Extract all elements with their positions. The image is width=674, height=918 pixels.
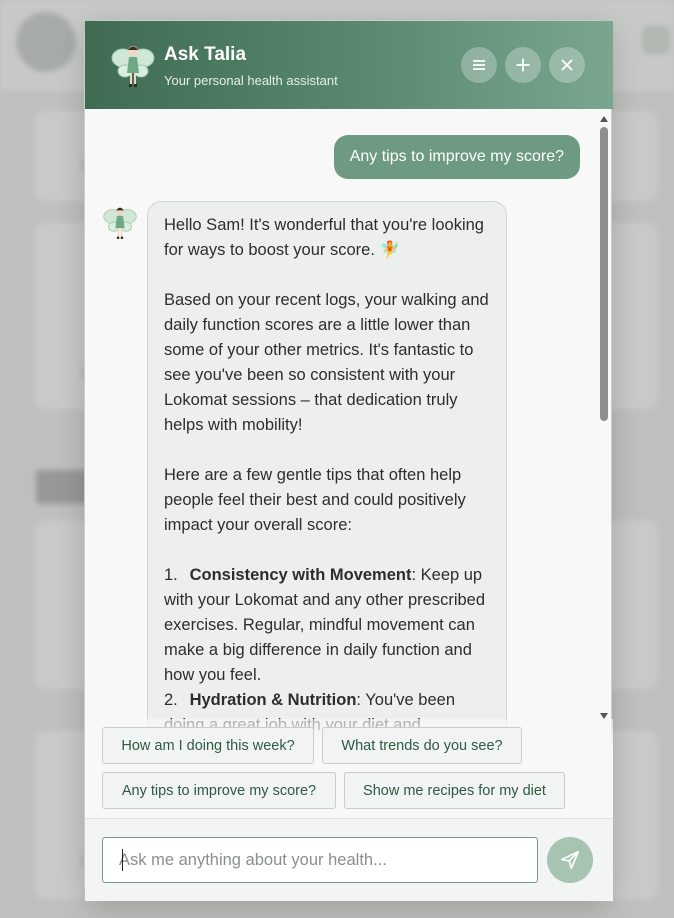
assistant-message — [147, 201, 507, 753]
message-list[interactable] — [85, 109, 613, 719]
close-icon — [559, 57, 575, 73]
new-chat-button[interactable] — [505, 47, 541, 83]
chat-title: Ask Talia — [164, 44, 247, 65]
send-icon — [559, 849, 581, 871]
assistant-greeting: Hello Sam! It's wonderful that you're looking for ways to boost your score. 🧚 — [164, 216, 484, 259]
menu-icon — [471, 57, 487, 73]
suggestion-chip[interactable]: Any tips to improve my score? — [102, 772, 336, 809]
assistant-paragraph: Here are a few gentle tips that often help people feel their best and could positively impact your overall score: — [164, 466, 466, 534]
menu-button[interactable] — [461, 47, 497, 83]
list-item: 2. Hydration & Nutrition: You've been — [164, 691, 456, 709]
composer — [85, 818, 613, 901]
text-caret — [122, 849, 123, 871]
assistant-paragraph: Based on your recent logs, your walking and daily function scores are a little lower than some of your other metrics. It's fantastic to see you've been so consistent with your Lokomat sessions – that dedication truly helps with mobility! — [164, 291, 489, 434]
suggestion-chip[interactable]: How am I doing this week? — [102, 727, 314, 764]
suggestion-chips — [85, 719, 613, 818]
suggestion-chip[interactable]: Show me recipes for my diet — [344, 772, 565, 809]
fairy-avatar-icon — [103, 203, 137, 241]
plus-icon — [515, 57, 531, 73]
message-scrollbar[interactable] — [597, 109, 611, 719]
suggestion-chip[interactable]: What trends do you see? — [322, 727, 522, 764]
chat-subtitle: Your personal health assistant — [164, 73, 338, 88]
user-message: Any tips to improve my score? — [334, 135, 580, 179]
scroll-up-arrow-icon[interactable] — [600, 116, 608, 122]
close-button[interactable] — [549, 47, 585, 83]
fairy-avatar-icon — [111, 41, 155, 89]
send-button[interactable] — [547, 837, 593, 883]
message-input[interactable] — [102, 837, 538, 883]
scrollbar-thumb[interactable] — [600, 127, 608, 421]
list-item: 1. Consistency with Movement: Keep up with your Lokomat and any other prescribed exercises. Regular, mindful movement can make a big difference in daily function and how you feel. — [164, 566, 486, 684]
chat-header — [85, 21, 613, 109]
chat-panel — [84, 20, 612, 900]
